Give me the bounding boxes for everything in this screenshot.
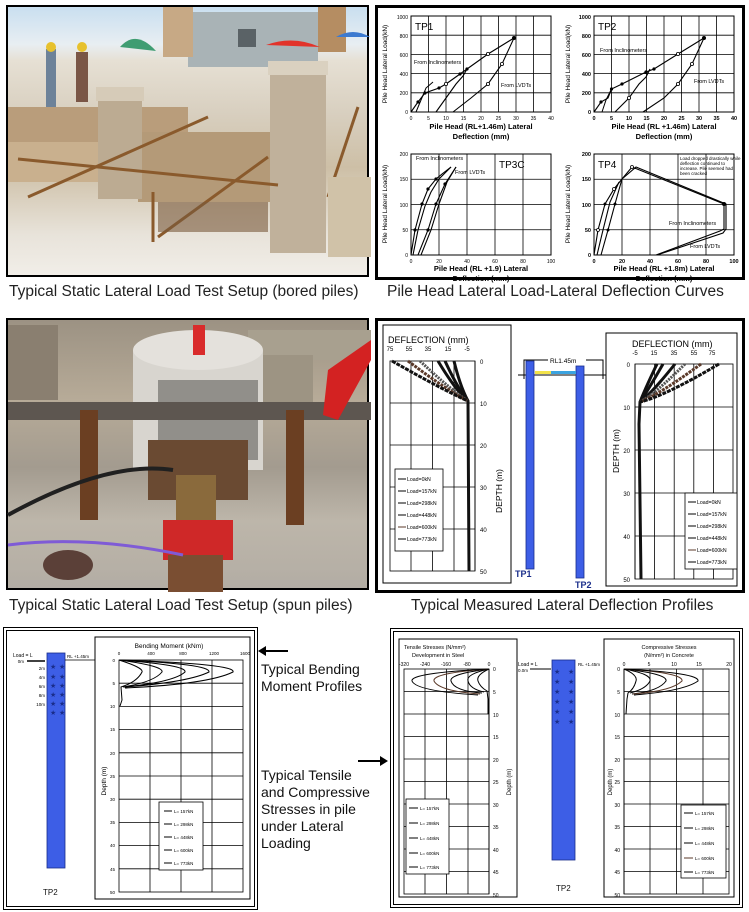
svg-text:★: ★ [568, 679, 575, 686]
svg-text:4m: 4m [38, 675, 45, 680]
svg-text:600: 600 [581, 53, 591, 59]
svg-text:TP2: TP2 [43, 888, 58, 897]
svg-text:15: 15 [696, 662, 702, 668]
svg-text:100: 100 [546, 259, 556, 265]
svg-text:10: 10 [443, 116, 449, 122]
svg-text:15: 15 [650, 351, 658, 357]
svg-text:TP2: TP2 [598, 22, 617, 33]
svg-text:20: 20 [726, 662, 732, 668]
svg-text:800: 800 [399, 34, 408, 40]
svg-text:40: 40 [623, 535, 630, 541]
svg-text:200: 200 [399, 91, 408, 97]
svg-text:★: ★ [554, 699, 561, 706]
svg-text:1000: 1000 [396, 15, 408, 21]
svg-text:5: 5 [647, 662, 651, 668]
svg-text:80: 80 [702, 259, 710, 265]
svg-text:0: 0 [112, 658, 115, 663]
svg-text:Load=600kN: Load=600kN [697, 548, 727, 554]
svg-text:20: 20 [493, 758, 499, 764]
caption-bored-piles: Typical Static Lateral Load Test Setup (bored piles) [9, 283, 359, 300]
stresses-side-label: Typical Tensile and Compressive Stresses in pile under Lateral Loading [261, 767, 370, 851]
svg-text:Pile Head (RL +1.46m) Lateral: Pile Head (RL +1.46m) Lateral [611, 122, 717, 131]
svg-text:35: 35 [713, 116, 720, 122]
svg-text:100: 100 [581, 203, 591, 209]
photo-bored-piles-illustration [8, 7, 371, 279]
svg-text:Deflection (mm): Deflection (mm) [452, 132, 510, 141]
svg-text:800: 800 [179, 651, 187, 656]
svg-text:Load=448kN: Load=448kN [697, 536, 727, 542]
svg-text:RL1.45m: RL1.45m [550, 358, 577, 365]
caption-deflection-profiles: Typical Measured Lateral Deflection Profiles [411, 597, 714, 614]
svg-text:45: 45 [109, 867, 115, 872]
svg-text:80: 80 [520, 259, 526, 265]
svg-text:30: 30 [623, 492, 630, 498]
svg-text:50: 50 [614, 893, 620, 899]
svg-text:★: ★ [554, 719, 561, 726]
svg-text:0.0m: 0.0m [518, 668, 529, 673]
svg-text:15: 15 [460, 116, 467, 122]
svg-text:25: 25 [678, 116, 685, 122]
svg-text:L= 298kN: L= 298kN [174, 822, 194, 827]
svg-text:5: 5 [427, 116, 430, 122]
svg-text:400: 400 [399, 72, 408, 78]
svg-text:★: ★ [554, 689, 561, 696]
svg-text:-240: -240 [419, 662, 431, 668]
svg-text:L= 773kN: L= 773kN [420, 865, 440, 870]
svg-text:0: 0 [592, 116, 596, 122]
svg-text:15: 15 [444, 347, 452, 353]
load-deflection-charts [378, 8, 742, 283]
svg-text:6m: 6m [38, 684, 45, 689]
svg-text:DEFLECTION (mm): DEFLECTION (mm) [388, 335, 469, 345]
photo-bored-piles [6, 5, 369, 277]
svg-text:★: ★ [59, 701, 66, 708]
svg-text:Pile Head Lateral Load(kN): Pile Head Lateral Load(kN) [382, 164, 389, 244]
photo-spun-piles-illustration [8, 320, 371, 592]
svg-text:★: ★ [59, 710, 66, 717]
svg-text:30: 30 [695, 116, 703, 122]
svg-text:(N/mm²) in Concrete: (N/mm²) in Concrete [644, 653, 694, 659]
svg-text:60: 60 [674, 259, 682, 265]
svg-text:★: ★ [50, 701, 57, 708]
svg-text:40: 40 [730, 116, 738, 122]
svg-text:L= 157kN: L= 157kN [174, 809, 194, 814]
svg-text:45: 45 [614, 870, 620, 876]
svg-text:From LVDTs: From LVDTs [690, 244, 721, 250]
svg-text:★: ★ [568, 699, 575, 706]
svg-text:25: 25 [495, 116, 502, 122]
svg-text:★: ★ [554, 669, 561, 676]
svg-text:50: 50 [623, 578, 630, 584]
svg-text:50: 50 [109, 890, 115, 895]
svg-text:TP1: TP1 [415, 22, 434, 33]
svg-text:-160: -160 [440, 662, 452, 668]
svg-text:0: 0 [117, 651, 121, 656]
svg-text:150: 150 [399, 177, 408, 183]
svg-text:15: 15 [493, 735, 499, 741]
svg-text:10: 10 [109, 704, 115, 709]
svg-text:RL +1.45m: RL +1.45m [578, 662, 600, 667]
svg-text:Pile Head Lateral Load(kN): Pile Head Lateral Load(kN) [565, 164, 572, 244]
svg-text:been cracked: been cracked [680, 171, 708, 176]
svg-text:Load=157kN: Load=157kN [697, 512, 727, 518]
svg-text:TP1: TP1 [515, 569, 532, 579]
svg-text:10: 10 [480, 402, 487, 408]
caption-spun-piles: Typical Static Lateral Load Test Setup (spun piles) [9, 597, 353, 614]
svg-text:-5: -5 [464, 347, 470, 353]
svg-text:0: 0 [409, 116, 413, 122]
svg-text:Deflection (mm): Deflection (mm) [452, 274, 510, 283]
svg-text:TP2: TP2 [575, 580, 592, 590]
svg-text:40: 40 [548, 116, 554, 122]
svg-text:Load=298kN: Load=298kN [697, 524, 727, 530]
svg-text:0: 0 [622, 662, 626, 668]
svg-text:8m: 8m [38, 693, 45, 698]
svg-text:40: 40 [480, 528, 487, 534]
svg-text:20: 20 [436, 259, 442, 265]
svg-text:From Inclinometers: From Inclinometers [416, 156, 464, 162]
chart-tp1 [382, 15, 554, 141]
caption-load-deflection: Pile Head Lateral Load-Lateral Deflection Curves [387, 283, 724, 300]
svg-text:0m: 0m [17, 659, 24, 664]
load-deflection-panel [375, 5, 745, 283]
svg-text:30: 30 [480, 486, 487, 492]
svg-text:15: 15 [614, 735, 620, 741]
svg-text:55: 55 [690, 351, 698, 357]
svg-text:15: 15 [643, 116, 650, 122]
svg-text:60: 60 [492, 259, 498, 265]
svg-text:40: 40 [646, 259, 654, 265]
svg-text:Load = L: Load = L [13, 653, 33, 659]
svg-text:10m: 10m [36, 702, 45, 707]
svg-text:L= 448kN: L= 448kN [695, 841, 715, 846]
svg-text:50: 50 [480, 570, 487, 576]
svg-text:L= 157kN: L= 157kN [420, 806, 440, 811]
svg-text:40: 40 [109, 843, 115, 848]
svg-text:200: 200 [399, 152, 408, 158]
svg-text:Load=0kN: Load=0kN [697, 500, 721, 506]
svg-text:Pile Head (RL +1.8m) Lateral: Pile Head (RL +1.8m) Lateral [613, 264, 715, 273]
svg-text:Pile Head Lateral Load(kN): Pile Head Lateral Load(kN) [382, 24, 389, 104]
svg-text:20: 20 [478, 116, 484, 122]
bending-moment-panel [3, 627, 258, 910]
deflection-profiles-panel [375, 318, 745, 593]
svg-text:40: 40 [493, 848, 499, 854]
svg-text:increase. Pile seemed had: increase. Pile seemed had [680, 166, 734, 171]
svg-text:50: 50 [493, 893, 499, 899]
svg-text:Load = L: Load = L [518, 662, 538, 668]
svg-text:Load=0kN: Load=0kN [407, 477, 431, 483]
svg-text:400: 400 [147, 651, 155, 656]
svg-text:0: 0 [405, 110, 408, 116]
svg-text:★: ★ [59, 664, 66, 671]
svg-text:0: 0 [617, 667, 620, 673]
svg-text:5: 5 [493, 690, 496, 696]
svg-text:1600: 1600 [239, 651, 251, 656]
svg-text:Load=773kN: Load=773kN [697, 560, 727, 566]
svg-text:Load dropped drastically while: Load dropped drastically while [680, 156, 741, 161]
svg-text:25: 25 [614, 780, 620, 786]
svg-text:45: 45 [493, 870, 499, 876]
svg-text:1000: 1000 [578, 15, 591, 21]
svg-text:75: 75 [708, 351, 716, 357]
arrow-right-icon [358, 756, 388, 766]
svg-text:25: 25 [109, 774, 115, 779]
svg-text:30: 30 [614, 803, 620, 809]
svg-text:600: 600 [399, 53, 408, 59]
svg-text:20: 20 [623, 449, 630, 455]
svg-text:0: 0 [587, 253, 591, 259]
svg-text:L= 773kN: L= 773kN [174, 861, 194, 866]
svg-text:0: 0 [493, 667, 496, 673]
svg-text:30: 30 [513, 116, 519, 122]
svg-text:0: 0 [409, 259, 413, 265]
svg-text:★: ★ [554, 709, 561, 716]
svg-text:35: 35 [493, 825, 499, 831]
deflection-profiles-charts [378, 321, 742, 590]
svg-text:30: 30 [109, 797, 115, 802]
svg-text:20: 20 [660, 116, 668, 122]
svg-text:Depth (m): Depth (m) [101, 766, 108, 796]
svg-text:0: 0 [587, 110, 591, 116]
svg-text:★: ★ [59, 674, 66, 681]
svg-text:★: ★ [50, 692, 57, 699]
chart-tp4 [565, 152, 741, 283]
svg-text:50: 50 [402, 228, 408, 234]
svg-text:10: 10 [671, 662, 677, 668]
svg-text:20: 20 [480, 444, 487, 450]
svg-text:L= 600kN: L= 600kN [174, 848, 194, 853]
svg-text:L= 298kN: L= 298kN [695, 826, 715, 831]
svg-text:10: 10 [623, 406, 630, 412]
svg-text:★: ★ [59, 692, 66, 699]
svg-text:TP2: TP2 [556, 884, 571, 893]
svg-text:10: 10 [614, 713, 620, 719]
svg-text:0: 0 [626, 363, 630, 369]
svg-text:50: 50 [584, 228, 591, 234]
svg-text:5: 5 [609, 116, 614, 122]
svg-text:Depth (m): Depth (m) [507, 768, 513, 796]
svg-text:Deflection (mm): Deflection (mm) [635, 132, 693, 141]
chart-tp2 [565, 15, 737, 141]
svg-text:DEPTH (m): DEPTH (m) [611, 429, 621, 473]
svg-text:15: 15 [109, 727, 115, 732]
svg-text:5: 5 [112, 681, 115, 686]
svg-text:20: 20 [109, 751, 115, 756]
svg-text:★: ★ [568, 719, 575, 726]
svg-text:TP3C: TP3C [499, 160, 525, 171]
svg-text:150: 150 [581, 177, 591, 183]
svg-text:Pile Head (RL+1.46m) Lateral: Pile Head (RL+1.46m) Lateral [429, 122, 533, 131]
svg-text:35: 35 [109, 820, 115, 825]
svg-text:★: ★ [50, 710, 57, 717]
svg-text:Load=600kN: Load=600kN [407, 525, 437, 531]
svg-text:5: 5 [617, 690, 620, 696]
svg-text:0: 0 [592, 259, 596, 265]
svg-text:-5: -5 [632, 351, 638, 357]
svg-text:From LVDTs: From LVDTs [501, 83, 532, 89]
stresses-charts [394, 632, 739, 904]
arrow-left-icon [258, 646, 288, 656]
svg-text:★: ★ [59, 683, 66, 690]
bending-side-label: Typical Bending Moment Profiles [261, 661, 363, 694]
svg-text:DEPTH (m): DEPTH (m) [494, 469, 504, 513]
svg-text:400: 400 [581, 72, 591, 78]
svg-text:Depth (m): Depth (m) [608, 768, 614, 796]
photo-spun-piles [6, 318, 369, 590]
svg-text:L= 298kN: L= 298kN [420, 821, 440, 826]
svg-text:-320: -320 [398, 662, 410, 668]
svg-text:10: 10 [493, 713, 499, 719]
svg-text:From Inclinometers: From Inclinometers [600, 48, 648, 54]
svg-text:From Inclinometers: From Inclinometers [414, 60, 462, 66]
svg-text:L= 157kN: L= 157kN [695, 811, 715, 816]
svg-text:★: ★ [568, 669, 575, 676]
svg-text:L= 600kN: L= 600kN [695, 856, 715, 861]
svg-text:Compressive Stresses: Compressive Stresses [641, 645, 697, 651]
svg-text:20: 20 [618, 259, 626, 265]
svg-text:Load=298kN: Load=298kN [407, 501, 437, 507]
svg-text:100: 100 [729, 259, 739, 265]
svg-text:Development in Steel: Development in Steel [412, 653, 465, 659]
bending-moment-chart [7, 631, 254, 906]
svg-text:RL +1.45m: RL +1.45m [67, 654, 89, 659]
svg-text:L= 448kN: L= 448kN [420, 836, 440, 841]
svg-text:Deflection (mm): Deflection (mm) [635, 274, 693, 283]
svg-text:1200: 1200 [208, 651, 220, 656]
svg-text:Pile Head Lateral Load(kN): Pile Head Lateral Load(kN) [565, 24, 572, 104]
svg-text:★: ★ [554, 679, 561, 686]
svg-text:From LVDTs: From LVDTs [694, 79, 725, 85]
svg-text:Load=448kN: Load=448kN [407, 513, 437, 519]
svg-text:★: ★ [568, 689, 575, 696]
svg-text:0: 0 [480, 360, 484, 366]
svg-text:★: ★ [568, 709, 575, 716]
svg-text:★: ★ [50, 683, 57, 690]
svg-text:35: 35 [670, 351, 678, 357]
svg-text:Load=773kN: Load=773kN [407, 537, 437, 543]
svg-text:L= 600kN: L= 600kN [420, 851, 440, 856]
svg-text:30: 30 [493, 803, 499, 809]
svg-text:200: 200 [581, 152, 591, 158]
svg-text:From Inclinometers: From Inclinometers [669, 221, 717, 227]
svg-text:Bending Moment (kNm): Bending Moment (kNm) [134, 643, 204, 650]
svg-text:TP4: TP4 [598, 160, 617, 171]
svg-text:0: 0 [405, 253, 408, 259]
svg-text:55: 55 [405, 347, 413, 353]
svg-text:20: 20 [614, 758, 620, 764]
svg-text:200: 200 [581, 91, 591, 97]
svg-text:2m: 2m [38, 666, 45, 671]
svg-text:Load=157kN: Load=157kN [407, 489, 437, 495]
svg-text:800: 800 [581, 34, 591, 40]
svg-text:35: 35 [614, 825, 620, 831]
svg-text:40: 40 [464, 259, 470, 265]
svg-text:★: ★ [50, 664, 57, 671]
svg-text:75: 75 [386, 347, 394, 353]
svg-text:10: 10 [625, 116, 633, 122]
svg-text:deflection continued to: deflection continued to [680, 161, 726, 166]
svg-text:DEFLECTION (mm): DEFLECTION (mm) [632, 339, 713, 349]
stresses-panel [390, 628, 743, 908]
svg-text:L= 448kN: L= 448kN [174, 835, 194, 840]
svg-text:35: 35 [424, 347, 432, 353]
svg-text:Tensile Stresses (N/mm²): Tensile Stresses (N/mm²) [404, 645, 466, 651]
svg-text:Pile Head (RL +1.9) Lateral: Pile Head (RL +1.9) Lateral [433, 264, 529, 273]
svg-text:25: 25 [493, 780, 499, 786]
svg-text:-80: -80 [463, 662, 471, 668]
svg-text:From LVDTs: From LVDTs [455, 170, 486, 176]
svg-text:100: 100 [399, 203, 408, 209]
svg-text:0: 0 [487, 662, 491, 668]
chart-tp3c [382, 152, 555, 283]
svg-text:35: 35 [530, 116, 537, 122]
svg-text:L= 773kN: L= 773kN [695, 870, 715, 875]
svg-text:★: ★ [50, 674, 57, 681]
svg-text:40: 40 [614, 848, 620, 854]
